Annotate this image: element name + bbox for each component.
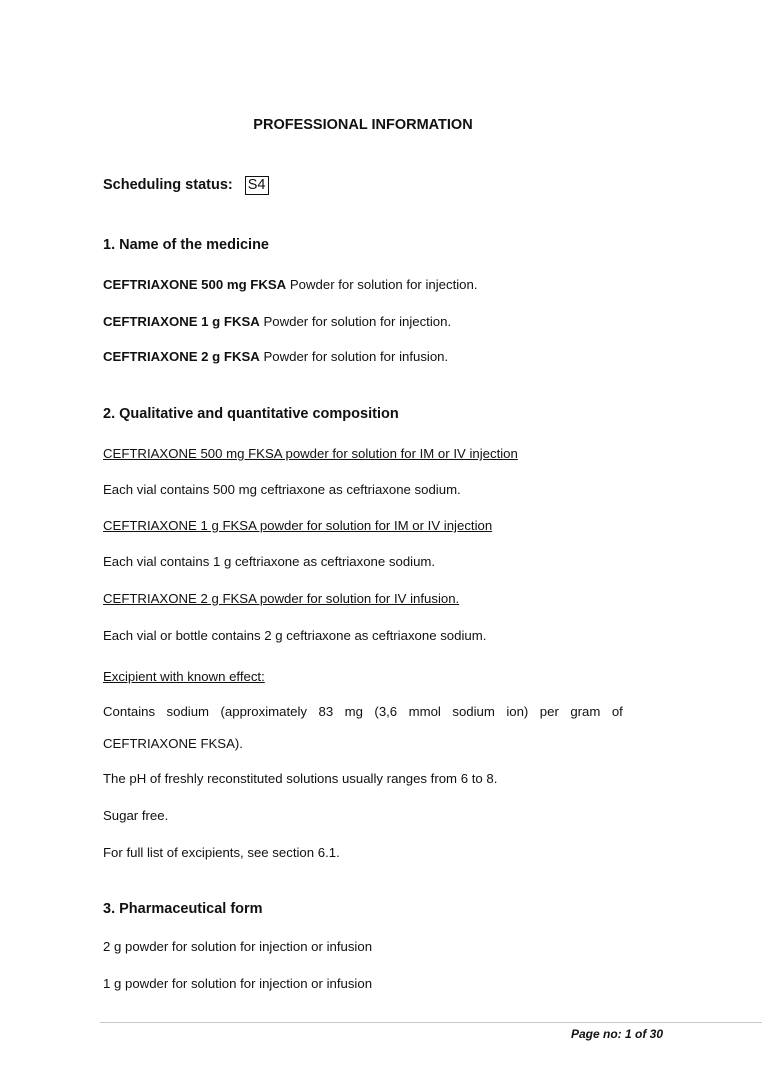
sodium-word: mg	[344, 704, 363, 719]
page-number: Page no: 1 of 30	[571, 1027, 664, 1041]
composition-text-1g: Each vial contains 1 g ceftriaxone as ceftriaxone sodium.	[103, 554, 436, 569]
sodium-word: mmol	[408, 704, 441, 719]
sodium-word: (approximately	[220, 704, 308, 719]
scheduling-status-label: Scheduling status:	[103, 177, 233, 193]
composition-text-500mg: Each vial contains 500 mg ceftriaxone as ceftriaxone sodium.	[103, 482, 461, 497]
scheduling-status-value: S4	[245, 176, 269, 195]
sodium-word: of	[611, 704, 623, 719]
sugar-free-text: Sugar free.	[103, 808, 169, 823]
composition-subtitle-1g: CEFTRIAXONE 1 g FKSA powder for solution for IM or IV injection	[103, 518, 493, 533]
composition-subtitle-2g: CEFTRIAXONE 2 g FKSA powder for solution for IV infusion.	[103, 591, 460, 606]
medicine-form: Powder for solution for injection.	[286, 277, 478, 292]
section-3-heading: 3. Pharmaceutical form	[103, 901, 263, 917]
medicine-name-line	[103, 277, 478, 292]
pharmaceutical-form-line: 2 g powder for solution for injection or infusion	[103, 939, 373, 954]
medicine-name: CEFTRIAXONE 500 mg FKSA	[103, 277, 287, 292]
section-1-heading: 1. Name of the medicine	[103, 237, 269, 253]
sodium-word: 83	[318, 704, 334, 719]
medicine-name: CEFTRIAXONE 2 g FKSA	[103, 349, 260, 364]
composition-text-2g: Each vial or bottle contains 2 g ceftriaxone as ceftriaxone sodium.	[103, 628, 487, 643]
sodium-content-line-2: CEFTRIAXONE FKSA).	[103, 736, 243, 751]
medicine-name-line	[103, 349, 448, 364]
sodium-word: sodium	[452, 704, 495, 719]
medicine-form: Powder for solution for infusion.	[259, 349, 449, 364]
medicine-name: CEFTRIAXONE 1 g FKSA	[103, 314, 260, 329]
document-title: PROFESSIONAL INFORMATION	[253, 117, 473, 133]
medicine-form: Powder for solution for injection.	[259, 314, 452, 329]
pharmaceutical-form-line: 1 g powder for solution for injection or infusion	[103, 976, 373, 991]
sodium-word: per	[539, 704, 559, 719]
composition-subtitle-500mg: CEFTRIAXONE 500 mg FKSA powder for solution for IM or IV injection	[103, 446, 518, 461]
sodium-word: (3,6	[374, 704, 398, 719]
sodium-word: sodium	[166, 704, 210, 719]
sodium-word: Contains	[103, 704, 156, 719]
scheduling-status	[103, 176, 269, 195]
sodium-word: ion)	[506, 704, 529, 719]
sodium-word: gram	[570, 704, 601, 719]
ph-text: The pH of freshly reconstituted solutions usually ranges from 6 to 8.	[103, 771, 498, 786]
footer-divider	[100, 1022, 762, 1023]
sodium-content-line	[103, 704, 623, 719]
medicine-name-line	[103, 314, 451, 329]
excipient-subtitle: Excipient with known effect:	[103, 669, 265, 684]
section-2-heading: 2. Qualitative and quantitative composition	[103, 406, 399, 422]
excipient-list-reference: For full list of excipients, see section 6.1.	[103, 845, 340, 860]
